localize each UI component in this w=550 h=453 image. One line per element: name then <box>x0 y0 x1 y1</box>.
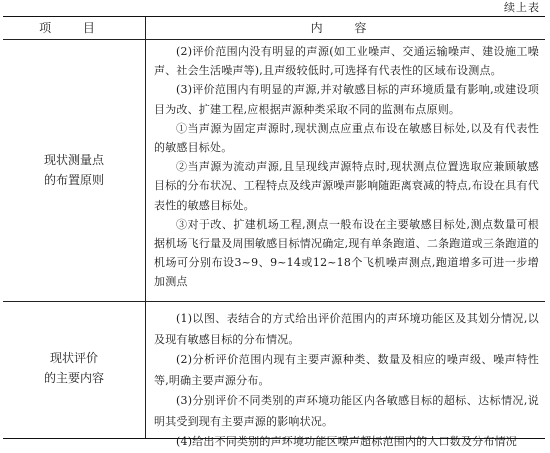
header-divider <box>3 39 545 40</box>
row-2-paragraph: (4)给出不同类别的声环境功能区噪声超标范围内的人口数及分布情况 <box>176 435 517 448</box>
row-1-paragraph: ①当声源为固定声源时,现状测点应重点布设在敏感目标处,以及有代表性的敏感目标处。 <box>154 121 539 155</box>
row-1-label-line-1: 现状测量点 <box>43 153 104 167</box>
column-divider <box>145 17 146 438</box>
row-2-label-line-1: 现状评价 <box>49 351 98 365</box>
header-content: 内 容 <box>310 21 381 35</box>
row-2-paragraph: (2)分析评价范围内现有主要声源种类、数量及相应的噪声级、噪声特性等,明确主要声源分布。 <box>154 353 539 387</box>
row-2-label-line-2: 的主要内容 <box>43 371 104 385</box>
row-1-paragraph: ②当声源为流动声源,且呈现线声源特点时,现状测点位置选取应兼顾敏感目标的分布状况、工程特点及线声源噪声影响随距离衰减的特点,布设在具有代表性的敏感目标处。 <box>154 160 539 212</box>
row-1-label <box>3 150 145 190</box>
row-1-paragraph: (3)评价范围内有明显的声源,并对敏感目标的声环境质量有影响,或建设项目为改、扩建工程,应根据声源种类采取不同的监测布点原则。 <box>154 83 539 116</box>
row-2-content <box>154 309 539 453</box>
row-2-paragraph: (3)分别评价不同类别的声环境功能区内各敏感目标的超标、达标情况,说明其受到现有主要声源的影响状况。 <box>154 394 539 428</box>
row-divider <box>3 301 545 302</box>
row-2-paragraph: (1)以图、表结合的方式给出评价范围内的声环境功能区及其划分情况,以及现有敏感目标的分布情况。 <box>154 312 539 346</box>
header-item: 项 目 <box>39 21 109 35</box>
table-continued-caption: 续上表 <box>504 1 540 14</box>
standards-table <box>3 16 545 448</box>
row-1-paragraph: ③对于改、扩建机场工程,测点一般布设在主要敏感目标处,测点数量可根据机场飞行量及周围敏感目标情况确定,现有单条跑道、二条跑道或三条跑道的机场可分别布设3~9、9~14或12~18个飞机噪声测点,跑道增多可进一步增加测点 <box>154 217 539 289</box>
row-1-paragraph: (2)评价范围内没有明显的声源(如工业噪声、交通运输噪声、建设施工噪声、社会生活噪声等),且声级较低时,可选择有代表性的区域布设测点。 <box>154 45 539 78</box>
row-1-content <box>154 42 539 292</box>
row-1-label-line-2: 的布置原则 <box>43 173 104 187</box>
row-2-label <box>3 348 145 388</box>
